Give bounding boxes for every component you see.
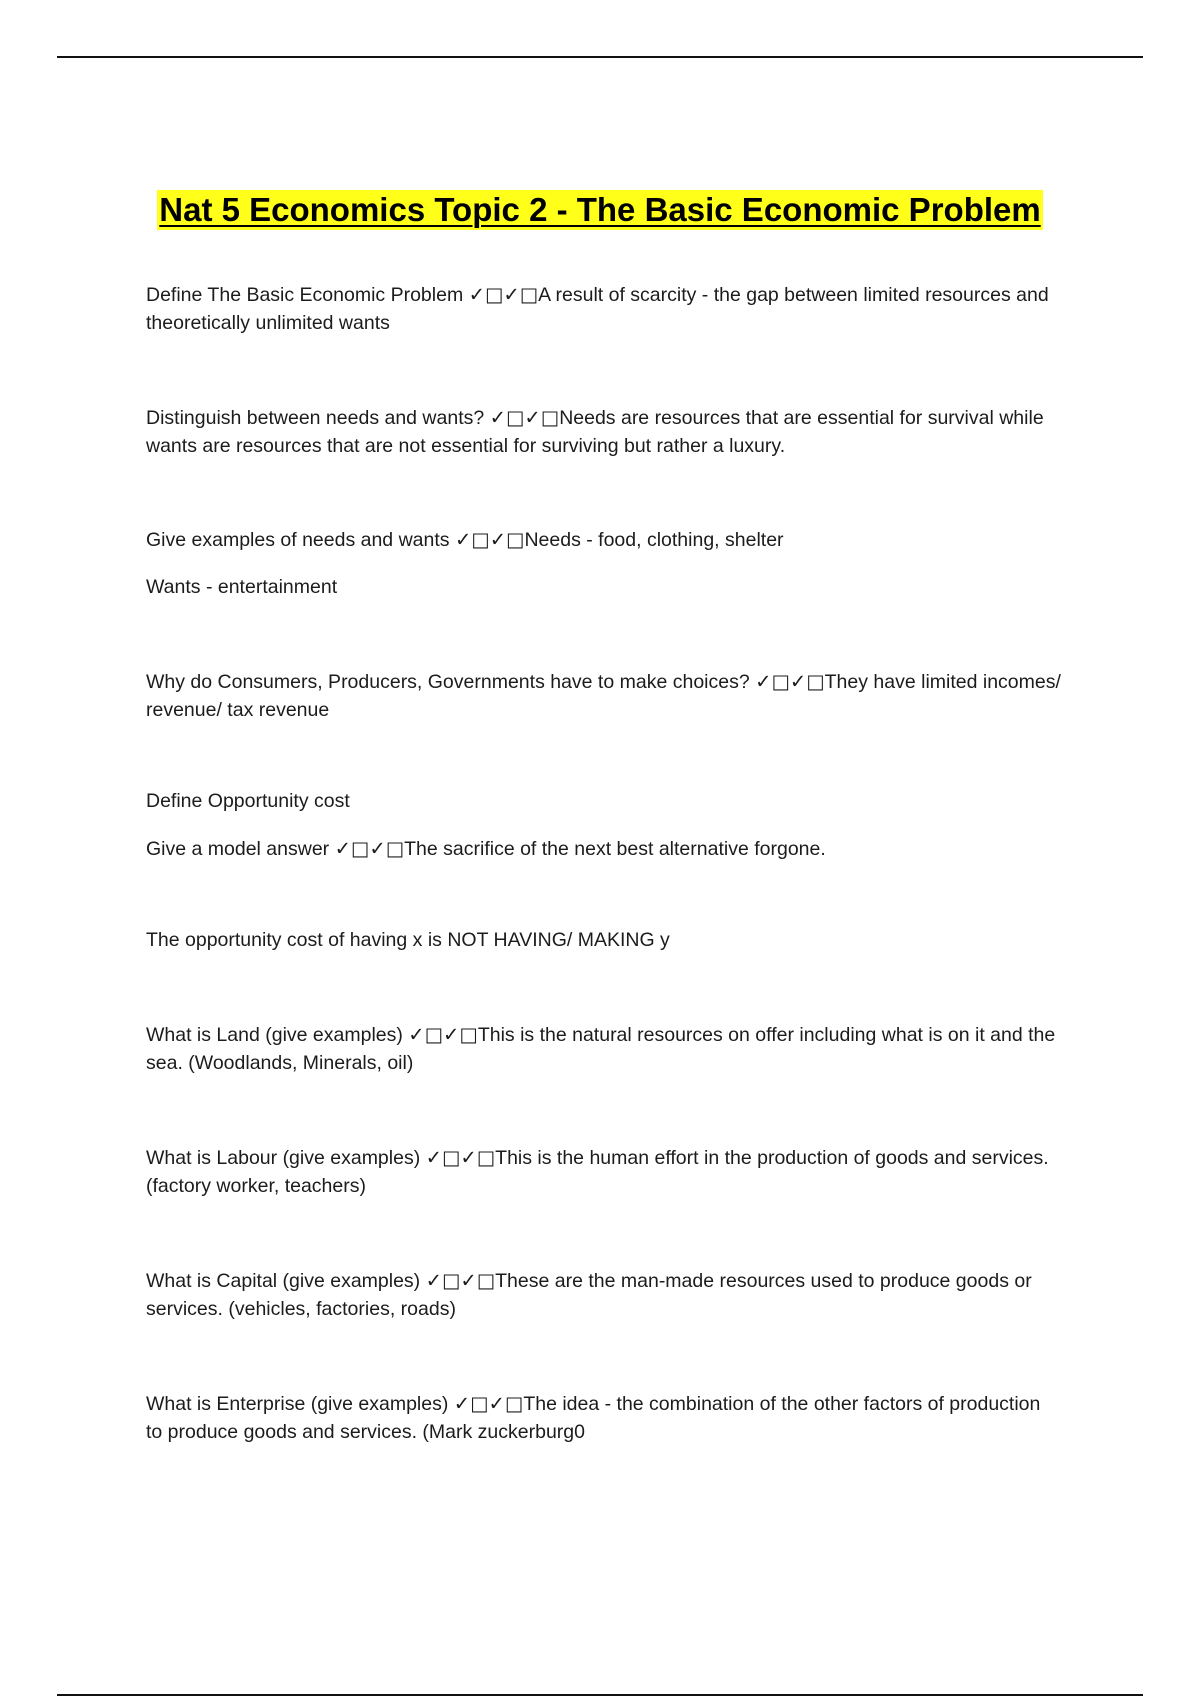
question-text: Give examples of needs and wants — [146, 529, 450, 551]
answer-text-cont: to produce goods and services. (Mark zuckerburg0 — [146, 1421, 585, 1443]
check-marker: ✓□✓□ — [468, 283, 539, 306]
check-marker: ✓□✓□ — [408, 1023, 478, 1046]
qa-line — [146, 1172, 1096, 1200]
question-pre-text: Define Opportunity cost — [146, 790, 350, 812]
answer-text-cont: Wants - entertainment — [146, 576, 338, 598]
answer-text: This is the natural resources on offer including what is on it and the — [477, 1024, 1056, 1046]
answer-text: These are the man-made resources used to produce goods or — [495, 1270, 1032, 1292]
qa-line — [146, 1267, 1096, 1295]
qa-line — [146, 1049, 1096, 1077]
qa-line — [146, 1021, 1096, 1049]
check-marker: ✓□✓□ — [489, 406, 560, 429]
qa-line — [146, 526, 1096, 554]
check-marker: ✓□✓□ — [334, 837, 405, 860]
answer-text-cont: sea. (Woodlands, Minerals, oil) — [146, 1052, 414, 1074]
answer-text-cont: wants are resources that are not essential for surviving but rather a luxury. — [146, 435, 786, 457]
question-text: What is Capital (give examples) — [146, 1270, 421, 1292]
qa-line — [146, 696, 1096, 724]
answer-text-cont: The opportunity cost of having x is NOT HAVING/ MAKING y — [146, 929, 670, 951]
qa-line — [146, 281, 1096, 309]
answer-text: They have limited incomes/ — [824, 671, 1061, 693]
answer-text-cont: (factory worker, teachers) — [146, 1175, 366, 1197]
check-marker: ✓□✓□ — [453, 1392, 524, 1415]
answer-text: This is the human effort in the production of goods and services. — [495, 1147, 1049, 1169]
check-marker: ✓□✓□ — [425, 1269, 496, 1292]
answer-text: A result of scarcity - the gap between limited resources and — [538, 284, 1049, 306]
document-title: Nat 5 Economics Topic 2 - The Basic Economic Problem — [159, 191, 1041, 228]
question-text: Define The Basic Economic Problem — [146, 284, 464, 306]
qa-line — [146, 309, 1096, 337]
question-text: Give a model answer — [146, 838, 330, 860]
qa-line — [146, 787, 1096, 815]
footer-rule — [57, 1694, 1143, 1696]
answer-text: Needs - food, clothing, shelter — [524, 529, 784, 551]
answer-text-cont: revenue/ tax revenue — [146, 699, 330, 721]
qa-line — [146, 404, 1096, 432]
qa-line — [146, 926, 1096, 954]
answer-text: The sacrifice of the next best alternative forgone. — [404, 838, 826, 860]
qa-line — [146, 1144, 1096, 1172]
qa-line — [146, 573, 1096, 601]
qa-line — [146, 668, 1096, 696]
question-text: What is Labour (give examples) — [146, 1147, 421, 1169]
header-rule — [57, 56, 1143, 58]
answer-text-cont: services. (vehicles, factories, roads) — [146, 1298, 456, 1320]
question-text: Why do Consumers, Producers, Governments have to make choices? — [146, 671, 750, 693]
answer-text-cont: theoretically unlimited wants — [146, 312, 390, 334]
question-text: Distinguish between needs and wants? — [146, 407, 485, 429]
qa-line — [146, 835, 1096, 863]
question-text: What is Land (give examples) — [146, 1024, 403, 1046]
check-marker: ✓□✓□ — [755, 670, 825, 693]
check-marker: ✓□✓□ — [454, 528, 525, 551]
answer-text: Needs are resources that are essential for survival while — [559, 407, 1044, 429]
check-marker: ✓□✓□ — [425, 1146, 496, 1169]
title-block — [0, 190, 1200, 230]
question-text: What is Enterprise (give examples) — [146, 1393, 449, 1415]
qa-line — [146, 1390, 1096, 1418]
qa-line — [146, 1295, 1096, 1323]
answer-text: The idea - the combination of the other factors of production — [523, 1393, 1041, 1415]
qa-line — [146, 432, 1096, 460]
qa-line — [146, 1418, 1096, 1446]
